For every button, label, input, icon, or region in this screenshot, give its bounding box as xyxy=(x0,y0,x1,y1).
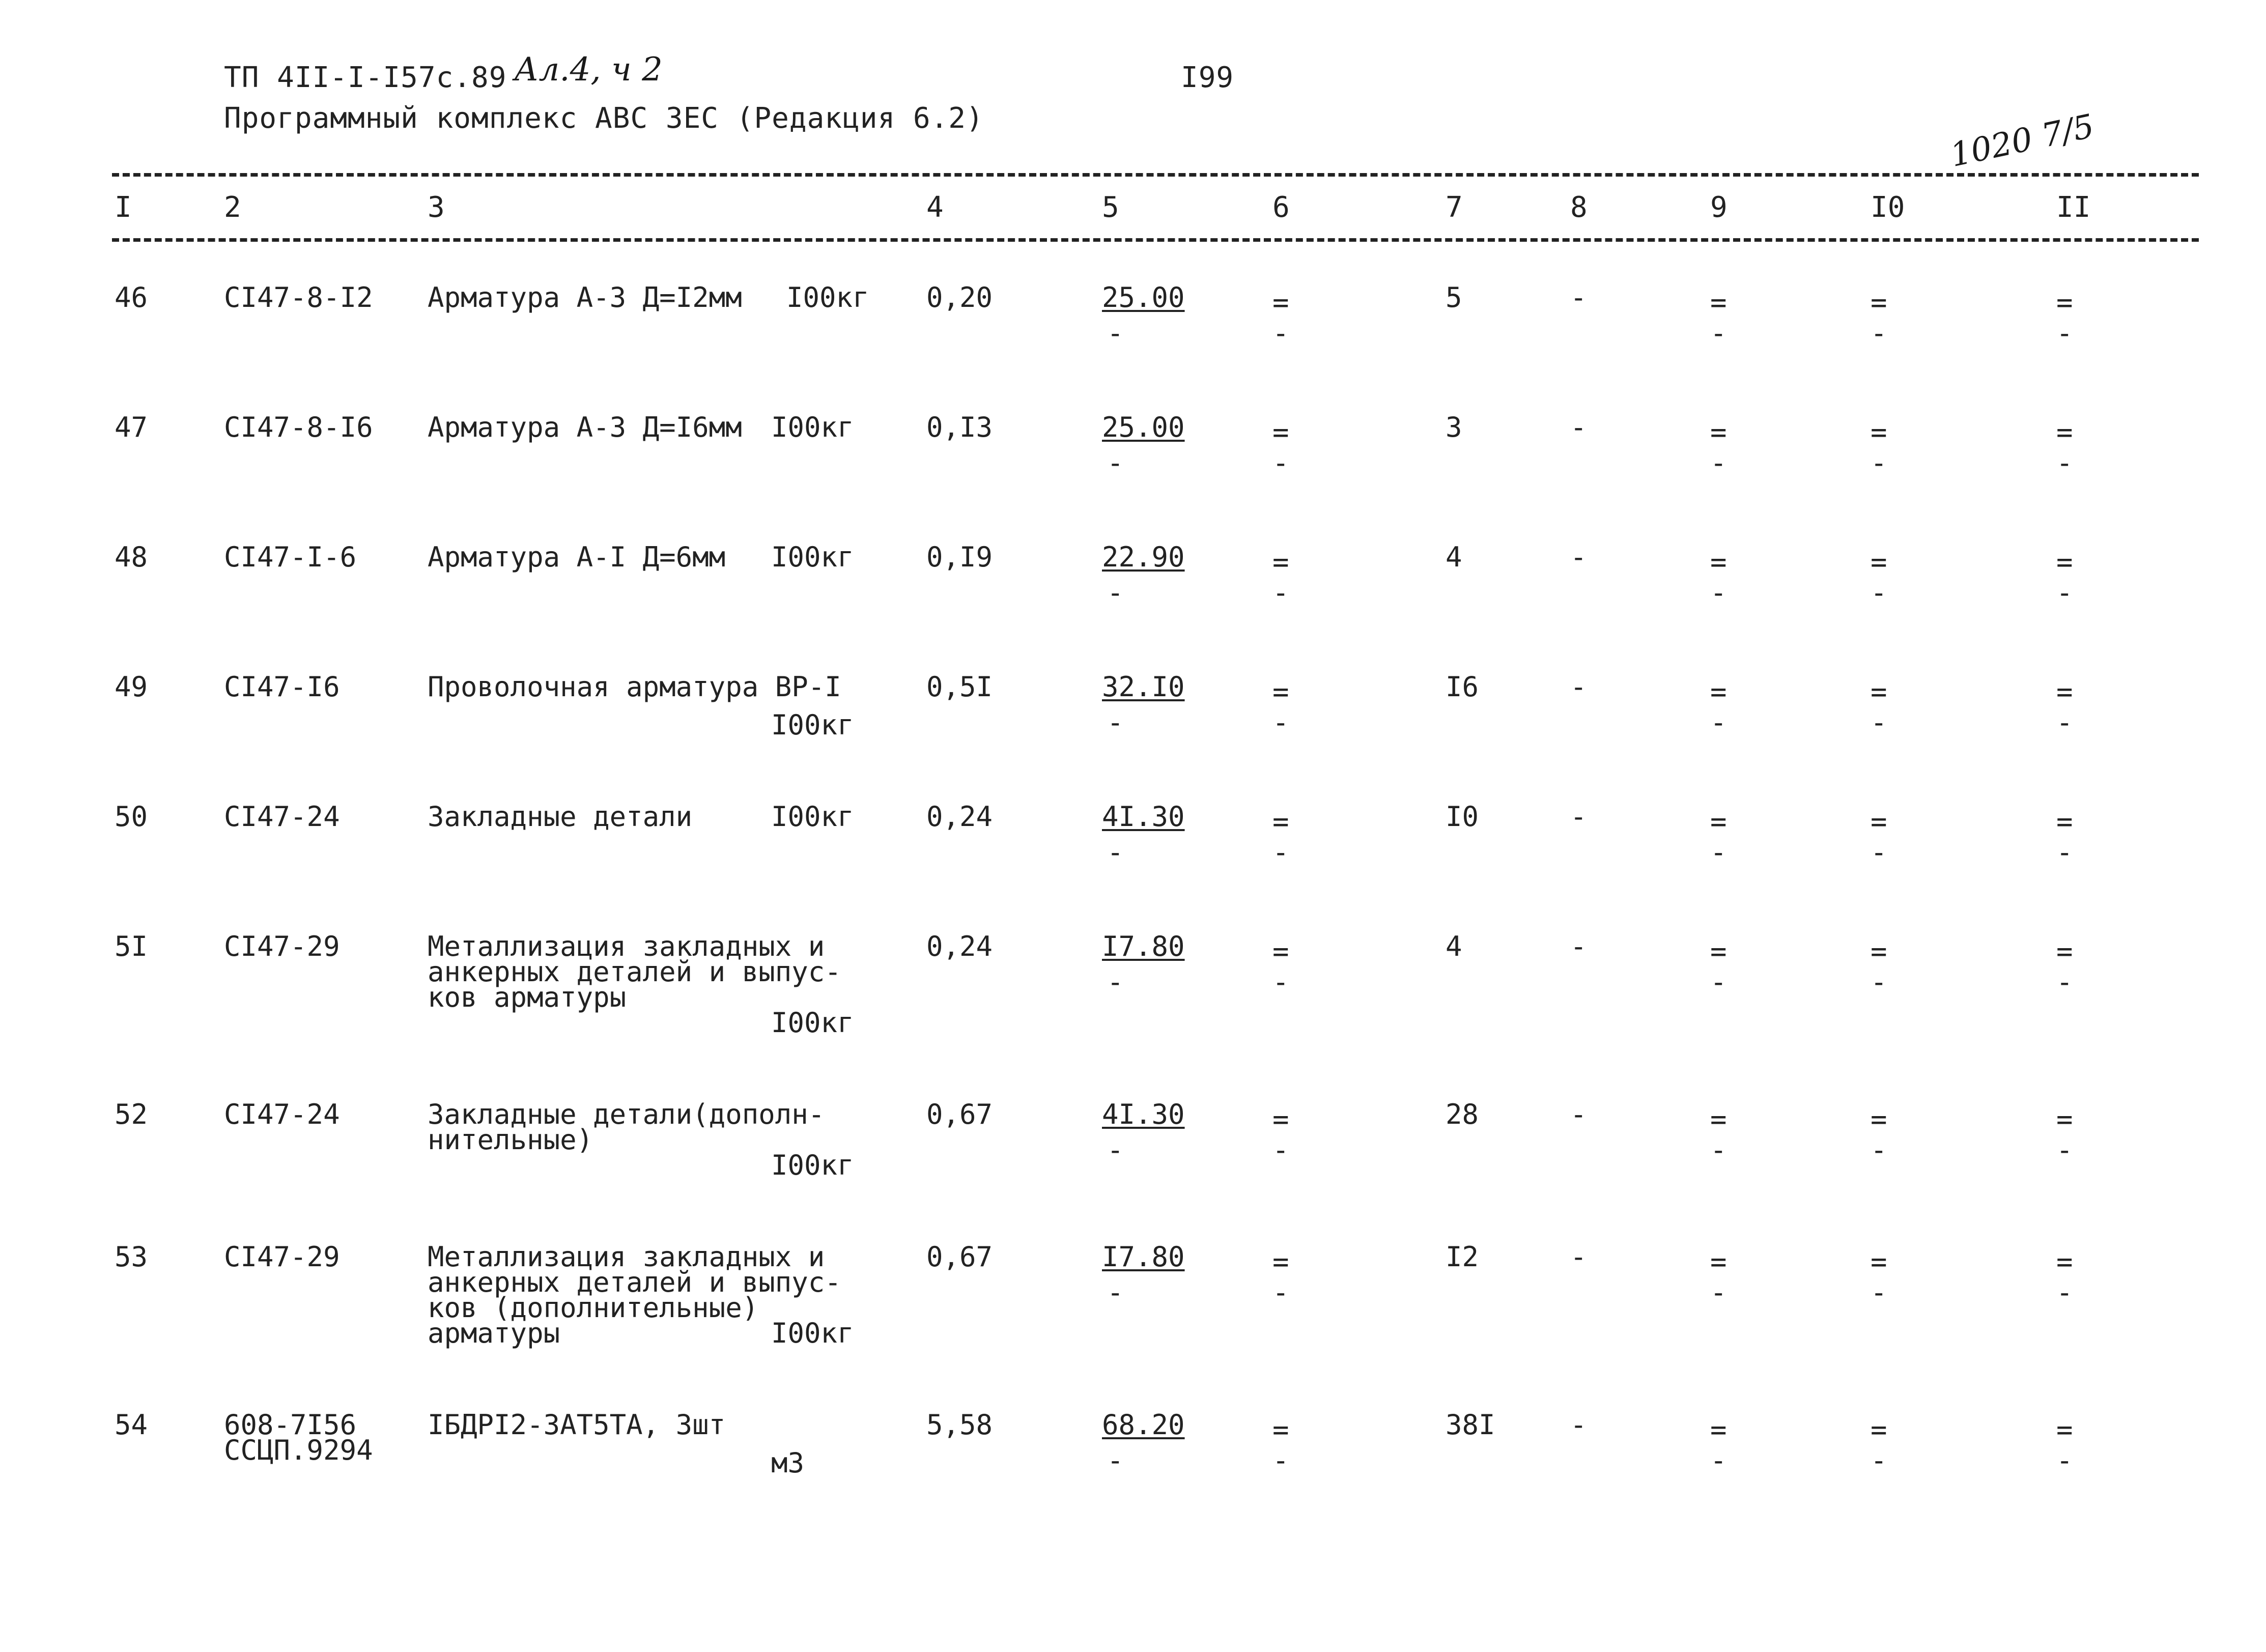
unit-price-dash: - xyxy=(1107,317,1124,349)
col6-double-dash: = xyxy=(1272,1246,1289,1278)
col11-double-dash: = xyxy=(2056,806,2073,838)
col9-double-dash: = xyxy=(1710,806,1727,838)
unit: I00кг xyxy=(771,411,854,443)
unit: I00кг xyxy=(771,801,854,833)
col10-double-dash: = xyxy=(1871,806,1887,838)
col10-dash: - xyxy=(1871,966,1887,998)
handwritten-sheet-number: 1020 7/5 xyxy=(1947,107,2098,175)
quantity: 0,24 xyxy=(926,930,993,962)
column-header-6: 6 xyxy=(1272,191,1290,224)
unit-price: 32.I0 xyxy=(1102,671,1185,703)
program-line: Программный комплекс АВС ЗЕС (Редакция 6.2) xyxy=(224,102,984,135)
row-number: 5I xyxy=(115,930,148,962)
col9-dash: - xyxy=(1710,317,1727,349)
unit-price: 4I.30 xyxy=(1102,801,1185,833)
resource-name: IБДРI2-ЗАТ5ТА, Зшт xyxy=(428,1409,726,1441)
unit-price: 25.00 xyxy=(1102,411,1185,443)
col11-double-dash: = xyxy=(2056,546,2073,578)
unit: I00кг xyxy=(771,1149,854,1181)
handwritten-reference: Ал.4, ч 2 xyxy=(514,51,663,89)
col8-dash: - xyxy=(1570,281,1587,314)
col7-value: 4 xyxy=(1446,541,1462,573)
column-header-3: 3 xyxy=(428,191,445,224)
col8-dash: - xyxy=(1570,411,1587,443)
col11-double-dash: = xyxy=(2056,1103,2073,1135)
quantity: 0,67 xyxy=(926,1241,993,1273)
col7-value: 28 xyxy=(1446,1098,1479,1130)
col6-double-dash: = xyxy=(1272,1103,1289,1135)
col10-double-dash: = xyxy=(1871,416,1887,448)
row-number: 50 xyxy=(115,801,148,833)
document-code: ТП 4II-I-I57с.89 xyxy=(224,61,507,94)
column-header-11: II xyxy=(2056,191,2091,224)
quantity: 0,24 xyxy=(926,801,993,833)
column-header-10: I0 xyxy=(1871,191,1905,224)
col9-double-dash: = xyxy=(1710,287,1727,319)
resource-name: Закладные детали xyxy=(428,801,693,833)
col6-dash: - xyxy=(1272,836,1289,868)
unit-price: I7.80 xyxy=(1102,930,1185,962)
col8-dash: - xyxy=(1570,1098,1587,1130)
col11-double-dash: = xyxy=(2056,935,2073,967)
col9-double-dash: = xyxy=(1710,1246,1727,1278)
col11-double-dash: = xyxy=(2056,416,2073,448)
col6-double-dash: = xyxy=(1272,416,1289,448)
col6-dash: - xyxy=(1272,1444,1289,1476)
unit-price-dash: - xyxy=(1107,1444,1124,1476)
col11-double-dash: = xyxy=(2056,676,2073,708)
col10-double-dash: = xyxy=(1871,546,1887,578)
col8-dash: - xyxy=(1570,1409,1587,1441)
col9-double-dash: = xyxy=(1710,416,1727,448)
col10-double-dash: = xyxy=(1871,287,1887,319)
col7-value: 38I xyxy=(1446,1409,1495,1441)
col11-dash: - xyxy=(2056,1276,2073,1308)
col10-dash: - xyxy=(1871,836,1887,868)
col10-dash: - xyxy=(1871,1134,1887,1166)
unit: I00кг xyxy=(771,709,854,741)
quantity: 0,67 xyxy=(926,1098,993,1130)
quantity: 0,5I xyxy=(926,671,993,703)
quantity: 0,20 xyxy=(926,281,993,314)
resource-name: Арматура А-3 Д=I6мм xyxy=(428,411,742,443)
col11-dash: - xyxy=(2056,447,2073,479)
col7-value: 3 xyxy=(1446,411,1462,443)
col6-dash: - xyxy=(1272,1276,1289,1308)
quantity: 0,I3 xyxy=(926,411,993,443)
col7-value: I2 xyxy=(1446,1241,1479,1273)
col9-dash: - xyxy=(1710,1276,1727,1308)
row-number: 49 xyxy=(115,671,148,703)
header-bottom-rule xyxy=(112,238,2199,242)
col10-double-dash: = xyxy=(1871,676,1887,708)
col10-dash: - xyxy=(1871,447,1887,479)
col10-double-dash: = xyxy=(1871,935,1887,967)
col9-double-dash: = xyxy=(1710,676,1727,708)
quantity: 0,I9 xyxy=(926,541,993,573)
col6-dash: - xyxy=(1272,966,1289,998)
col11-dash: - xyxy=(2056,317,2073,349)
col9-dash: - xyxy=(1710,836,1727,868)
column-header-7: 7 xyxy=(1446,191,1463,224)
unit: I00кг xyxy=(771,1317,854,1349)
col9-double-dash: = xyxy=(1710,1103,1727,1135)
resource-code: СI47-29 xyxy=(224,1241,340,1273)
col6-double-dash: = xyxy=(1272,1414,1289,1446)
col10-dash: - xyxy=(1871,1276,1887,1308)
column-header-8: 8 xyxy=(1570,191,1588,224)
column-header-5: 5 xyxy=(1102,191,1119,224)
col10-double-dash: = xyxy=(1871,1414,1887,1446)
col6-dash: - xyxy=(1272,447,1289,479)
col10-dash: - xyxy=(1871,706,1887,738)
unit-price: I7.80 xyxy=(1102,1241,1185,1273)
resource-code: СI47-29 xyxy=(224,930,340,962)
resource-name: Арматура А-I Д=6мм xyxy=(428,541,726,573)
col7-value: 5 xyxy=(1446,281,1462,314)
unit: м3 xyxy=(771,1447,805,1479)
unit-price-dash: - xyxy=(1107,447,1124,479)
col11-dash: - xyxy=(2056,577,2073,609)
col6-dash: - xyxy=(1272,317,1289,349)
col11-dash: - xyxy=(2056,836,2073,868)
col7-value: 4 xyxy=(1446,930,1462,962)
col9-double-dash: = xyxy=(1710,935,1727,967)
resource-code: 608-7I56 ССЦП.9294 xyxy=(224,1409,373,1466)
quantity: 5,58 xyxy=(926,1409,993,1441)
row-number: 52 xyxy=(115,1098,148,1130)
col9-double-dash: = xyxy=(1710,546,1727,578)
col9-dash: - xyxy=(1710,966,1727,998)
unit: I00кг xyxy=(771,541,854,573)
col6-dash: - xyxy=(1272,577,1289,609)
row-number: 48 xyxy=(115,541,148,573)
col10-dash: - xyxy=(1871,577,1887,609)
resource-code: СI47-24 xyxy=(224,1098,340,1130)
row-number: 47 xyxy=(115,411,148,443)
col9-double-dash: = xyxy=(1710,1414,1727,1446)
resource-name: Закладные детали(дополн- нительные) xyxy=(428,1098,825,1156)
col11-dash: - xyxy=(2056,1444,2073,1476)
unit: I00кг xyxy=(786,281,869,314)
unit-price: 68.20 xyxy=(1102,1409,1185,1441)
col10-dash: - xyxy=(1871,317,1887,349)
resource-name: Металлизация закладных и анкерных деталей и выпус- ков арматуры xyxy=(428,930,841,1013)
col8-dash: - xyxy=(1570,541,1587,573)
col10-double-dash: = xyxy=(1871,1246,1887,1278)
resource-code: СI47-I-6 xyxy=(224,541,357,573)
col11-dash: - xyxy=(2056,966,2073,998)
resource-name: Арматура А-3 Д=I2мм xyxy=(428,281,742,314)
col11-dash: - xyxy=(2056,1134,2073,1166)
col8-dash: - xyxy=(1570,801,1587,833)
resource-name: Проволочная арматура ВР-I xyxy=(428,671,841,703)
unit-price-dash: - xyxy=(1107,836,1124,868)
resource-code: СI47-24 xyxy=(224,801,340,833)
header-top-rule xyxy=(112,173,2199,177)
column-header-1: I xyxy=(115,191,132,224)
column-header-2: 2 xyxy=(224,191,241,224)
col6-double-dash: = xyxy=(1272,806,1289,838)
col11-double-dash: = xyxy=(2056,1246,2073,1278)
col10-dash: - xyxy=(1871,1444,1887,1476)
col9-dash: - xyxy=(1710,447,1727,479)
row-number: 46 xyxy=(115,281,148,314)
unit-price-dash: - xyxy=(1107,1134,1124,1166)
col7-value: I0 xyxy=(1446,801,1479,833)
unit-price: 22.90 xyxy=(1102,541,1185,573)
col11-double-dash: = xyxy=(2056,287,2073,319)
col11-double-dash: = xyxy=(2056,1414,2073,1446)
col6-dash: - xyxy=(1272,706,1289,738)
col6-dash: - xyxy=(1272,1134,1289,1166)
unit: I00кг xyxy=(771,1007,854,1039)
resource-code: СI47-8-I6 xyxy=(224,411,373,443)
col8-dash: - xyxy=(1570,930,1587,962)
col6-double-dash: = xyxy=(1272,546,1289,578)
row-number: 54 xyxy=(115,1409,148,1441)
col9-dash: - xyxy=(1710,1444,1727,1476)
unit-price: 25.00 xyxy=(1102,281,1185,314)
unit-price: 4I.30 xyxy=(1102,1098,1185,1130)
unit-price-dash: - xyxy=(1107,966,1124,998)
col9-dash: - xyxy=(1710,577,1727,609)
col10-double-dash: = xyxy=(1871,1103,1887,1135)
col6-double-dash: = xyxy=(1272,676,1289,708)
unit-price-dash: - xyxy=(1107,577,1124,609)
column-header-4: 4 xyxy=(926,191,944,224)
column-header-9: 9 xyxy=(1710,191,1727,224)
col8-dash: - xyxy=(1570,1241,1587,1273)
unit-price-dash: - xyxy=(1107,706,1124,738)
col8-dash: - xyxy=(1570,671,1587,703)
resource-code: СI47-I6 xyxy=(224,671,340,703)
row-number: 53 xyxy=(115,1241,148,1273)
page-number: I99 xyxy=(1181,61,1234,94)
col9-dash: - xyxy=(1710,706,1727,738)
resource-code: СI47-8-I2 xyxy=(224,281,373,314)
col9-dash: - xyxy=(1710,1134,1727,1166)
col7-value: I6 xyxy=(1446,671,1479,703)
col6-double-dash: = xyxy=(1272,287,1289,319)
col11-dash: - xyxy=(2056,706,2073,738)
col6-double-dash: = xyxy=(1272,935,1289,967)
unit-price-dash: - xyxy=(1107,1276,1124,1308)
resource-name: Металлизация закладных и анкерных деталей и выпус- ков (дополнительные) арматуры xyxy=(428,1241,841,1349)
